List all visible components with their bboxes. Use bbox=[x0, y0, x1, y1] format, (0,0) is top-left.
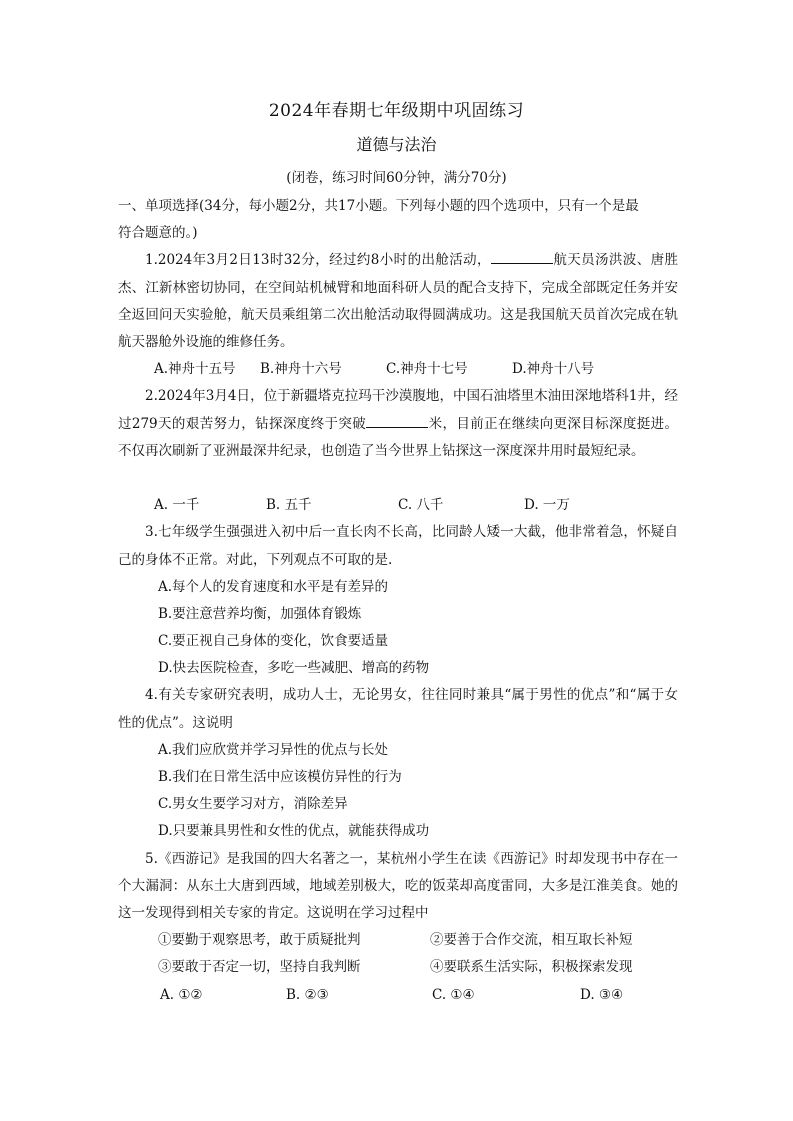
question-5-option-c: C. ①④ bbox=[432, 986, 475, 1003]
exam-note: (闭卷，练习时间60分钟，满分70分) bbox=[286, 170, 507, 186]
question-5-statement-1: ①要勤于观察思考，敢于质疑批判 bbox=[158, 932, 361, 949]
question-1-blank bbox=[491, 249, 553, 264]
question-2-options bbox=[118, 492, 678, 519]
exam-subject: 道德与法治 bbox=[356, 135, 437, 154]
question-4-option-a: A.我们应欣赏并学习异性的优点与长处 bbox=[158, 741, 389, 758]
question-5-options bbox=[118, 982, 678, 1009]
question-1-text-b: 航天员汤洪波、唐胜杰、江新林密切协同，在空间站机械臂和地面科研人员的配合支持下，完成全部既定任务并安全返回问天实验舱，航天员乘组第二次出舱活动取得圆满成功。这是我国航天员首次完成在轨航天器舱外设施的维修任务。 bbox=[118, 252, 678, 350]
section-heading-line1: 一、单项选择(34分，每小题2分，共17小题。下列每小题的四个选项中，只有一个是最 bbox=[118, 198, 639, 214]
question-5-statements-row2 bbox=[118, 954, 678, 981]
exam-title: 2024年春期七年级期中巩固练习 bbox=[268, 101, 525, 121]
question-2-option-c: C. 八千 bbox=[398, 497, 444, 514]
section-heading-line2: 符合题意的。) bbox=[118, 225, 198, 242]
question-1-option-b: B.神舟十六号 bbox=[260, 361, 342, 378]
question-5: 5.《西游记》是我国的四大名著之一，某杭州小学生在读《西游记》时却发现书中存在一个大漏洞：从东土大唐到西域，地域差别极大，吃的饭菜却高度雷同，大多是江淮美食。她的这一发现得到相关专家的肯定。这说明在学习过程中 bbox=[118, 850, 678, 922]
question-5-statement-2: ②要善于合作交流，相互取长补短 bbox=[430, 932, 633, 949]
question-5-statement-4: ④要联系生活实际，积极探索发现 bbox=[430, 959, 633, 976]
question-2-option-d: D. 一万 bbox=[524, 497, 570, 514]
question-5-statement-3: ③要敢于否定一切，坚持自我判断 bbox=[158, 959, 361, 976]
question-3-option-a: A.每个人的发育速度和水平是有差异的 bbox=[158, 578, 389, 595]
question-1-options bbox=[118, 356, 678, 383]
exam-content bbox=[118, 193, 678, 1009]
question-1-option-c: C.神舟十七号 bbox=[386, 361, 468, 378]
question-4-option-c: C.男女生要学习对方，消除差异 bbox=[158, 796, 348, 813]
question-2-text-a: 2.2024年3月4日，位于新疆塔克拉玛干沙漠腹地，中国石油塔里木油田深地塔科1井，经过279天的艰苦努力，钻探深度终于突破 bbox=[118, 388, 678, 432]
question-3-option-c: C.要正视自己身体的变化，饮食要适量 bbox=[158, 633, 389, 650]
question-2-option-a: A. 一千 bbox=[154, 497, 200, 514]
question-4: 4.有关专家研究表明，成功人士，无论男女，往往同时兼具“属于男性的优点”和“属于女性的优点”。这说明 bbox=[118, 687, 678, 731]
question-2-blank bbox=[366, 413, 428, 428]
question-4-option-d: D.只要兼具男性和女性的优点，就能获得成功 bbox=[158, 823, 430, 840]
question-5-option-d: D. ③④ bbox=[580, 986, 624, 1003]
question-3: 3.七年级学生强强进入初中后一直长肉不长高，比同龄人矮一大截，他非常着急，怀疑自己的身体不正常。对此，下列观点不可取的是. bbox=[118, 524, 678, 568]
question-2-option-b: B. 五千 bbox=[266, 497, 312, 514]
question-5-statements-row1 bbox=[118, 927, 678, 954]
question-1-option-a: A.神舟十五号 bbox=[154, 361, 236, 378]
question-1 bbox=[118, 247, 678, 356]
question-3-option-d: D.快去医院检查，多吃一些减肥、增高的药物 bbox=[158, 660, 430, 677]
question-2-text-b: 米，目前正在继续向更深目标深度挺进。不仅再次刷新了亚洲最深井纪录，也创造了当今世界上钻探这一深度深井用时最短纪录。 bbox=[118, 415, 678, 459]
question-3-option-b: B.要注意营养均衡，加强体育锻炼 bbox=[158, 605, 362, 622]
question-4-option-b: B.我们在日常生活中应该模仿异性的行为 bbox=[158, 769, 402, 786]
question-2 bbox=[118, 383, 678, 492]
question-1-option-d: D.神舟十八号 bbox=[512, 361, 595, 378]
question-1-text-a: 1.2024年3月2日13时32分，经过约8小时的出舱活动， bbox=[145, 252, 491, 269]
question-5-option-a: A. ①② bbox=[160, 986, 203, 1003]
question-5-option-b: B. ②③ bbox=[286, 986, 329, 1003]
